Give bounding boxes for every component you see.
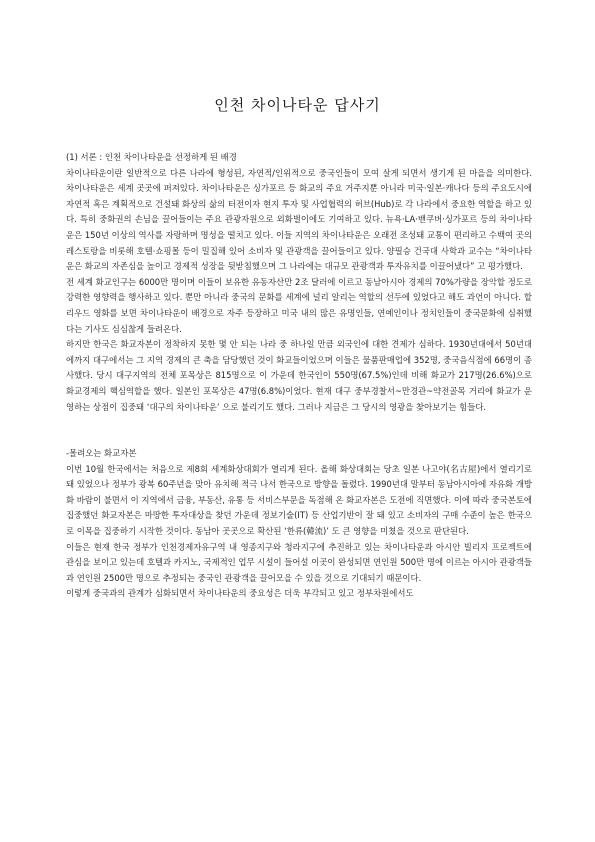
section-gap — [66, 415, 532, 446]
section1-paragraph-3: 하지만 한국은 화교자본이 정착하지 못한 몇 안 되는 나라 중 하나일 만큼 외국인에 대한 견제가 심하다. 1930년대에서 50년대에까지 대구에서는 그 지역 경제의 큰 축을 담당했던 것이 화교들이었으며 이들은 물품판매업에 352명, 중국음식점에 66명이 종사했다. 당시 대구지역의 전체 포목상은 815명으로 이 가운데 한국인이 550명(67.5%)인데 비해 화교가 217명(26.6%)으로 화교경제의 핵심역할을 했다. 일본인 포목상은 47명(6.8%)이었다. 현재 대구 중부경찰서~만경관~약전골목 거리에 화교가 운영하는 상점이 집중돼 ‘대구의 차이나타운’ 으로 불리기도 했다. 그러나 지금은 그 당시의 영광을 찾아보기는 힘들다. — [66, 339, 532, 412]
section2-heading: -몰려오는 화교자본 — [66, 448, 137, 459]
section2-paragraph-2: 이들은 현재 한국 정부가 인천경제자유구역 내 영종지구와 청라지구에 추진하고 있는 차이나타운과 아시안 빌리지 프로젝트에 관심을 보이고 있는데 호텔과 카지노, 국제적인 업무 시설이 들어설 이곳이 완성되면 연인원 500만 명에 이르는 아시아 관광객들과 연인원 2500만 명으로 추정되는 중국인 관광객을 끌어모을 수 있을 것으로 기대되기 때문이다. — [66, 541, 532, 583]
document-title: 인천 차이나타운 답사기 — [214, 96, 381, 114]
section1-heading: (1) 서론 : 인천 차이나타운을 선정하게 된 배경 — [66, 152, 237, 162]
section2-paragraph-3: 이렇게 중국과의 관계가 심화되면서 차이나타운의 중요성은 더욱 부각되고 있고 정부차원에서도 — [66, 588, 414, 599]
document-body — [66, 150, 532, 602]
section2-paragraph-1: 이번 10월 한국에서는 처음으로 제8회 세계화상대회가 열리게 된다. 올해 화상대회는 당초 일본 나고야(名古屋)에서 열리기로 돼 있었으나 정부가 광복 60주년을 맞아 유치해 적극 나서 한국으로 방향을 돌렸다. 1990년대 말부터 동남아시아에 자유화 개방화 바람이 불면서 이 지역에서 금융, 부동산, 유통 등 서비스부문을 독점해 온 화교자본은 도전에 직면했다. 이에 따라 중국본토에 집중했던 화교자본은 마땅한 투자대상을 찾던 가운데 정보기술(IT) 등 산업기반이 잘 돼 있고 소비자의 구매 수준이 높은 한국으로 이목을 집중하기 시작한 것이다. 동남아 곳곳으로 확산된 ‘한류(韓流)’ 도 큰 영향을 미쳤을 것으로 판단된다. — [66, 463, 532, 537]
section1-paragraph-1: 차이나타운이란 일반적으로 다른 나라에 형성된, 자연적/인위적으로 중국인들이 모여 살게 되면서 생기게 된 마을을 의미한다. 차이나타운은 세계 곳곳에 퍼져있다. 차이나타운은 싱가포르 등 화교의 주요 거주지뿐 아니라 미국·일본·캐나다 등의 주요도시에 자연적 혹은 계획적으로 건설돼 화상의 삶의 터전이자 현지 투자 및 사업협력의 허브(Hub)로 각 나라에서 중요한 역할을 하고 있다. 특히 중화권의 손님을 끌어들이는 주요 관광자원으로 외화벌이에도 기여하고 있다. 뉴욕·LA·밴쿠버·싱가포르 등의 차이나타운은 150년 이상의 역사를 자랑하며 명성을 떨치고 있다. 이들 지역의 차이나타운은 오래전 조성돼 교통이 편리하고 수백여 곳의 레스토랑을 비롯해 호텔·쇼핑몰 등이 밀집해 있어 소비자 및 관광객을 끌어들이고 있다. 양필승 건국대 사학과 교수는 “차이나타운은 화교의 자존심을 높이고 경제적 성장을 뒷받침했으며 그 나라에는 대규모 관광객과 투자유치를 이끌어냈다” 고 평가했다. — [66, 167, 532, 272]
section1-paragraph-2: 전 세계 화교인구는 6000만 명이며 이들이 보유한 유동자산만 2조 달러에 이르고 동남아시아 경제의 70%가량을 장악할 정도로 강력한 영향력을 행사하고 있다. 뿐만 아니라 중국의 문화를 세계에 널리 알리는 역할의 선두에 있었다고 해도 과언이 아니다. 할리우드 영화를 보면 차이나타운이 배경으로 자주 등장하고 미국 내의 많은 유명인들, 연예인이나 정치인들이 중국문화에 심취했다는 기사도 심심찮게 들려온다. — [66, 276, 532, 334]
